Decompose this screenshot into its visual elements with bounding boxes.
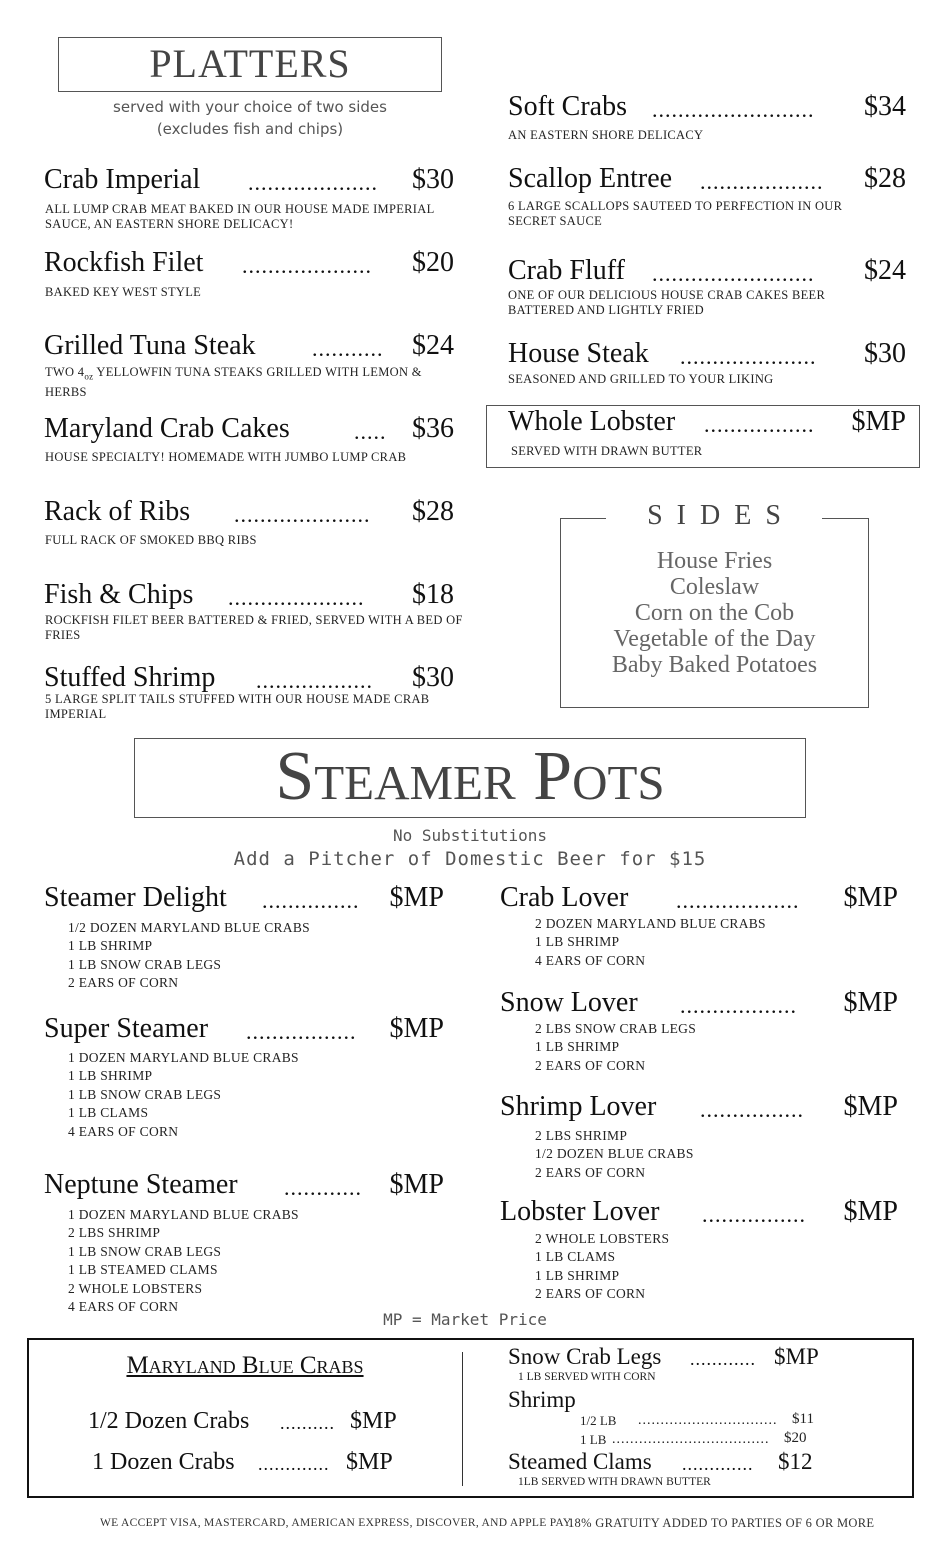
- pot-name-snow-lover: Snow Lover: [500, 987, 638, 1018]
- sides-list: [560, 548, 869, 678]
- pot-line: 2 WHOLE LOBSTERS: [535, 1231, 670, 1246]
- pot-line: 2 LBS SNOW CRAB LEGS: [535, 1021, 697, 1036]
- item-name-crab-fluff: Crab Fluff: [508, 255, 625, 286]
- dot-leader: ..........: [280, 1413, 335, 1433]
- dot-leader: ...................: [676, 888, 800, 913]
- pot-line: 2 EARS OF CORN: [535, 1058, 646, 1073]
- dot-leader: .....................: [234, 502, 371, 527]
- item-name-maryland-crab-cakes: Maryland Crab Cakes: [44, 413, 290, 444]
- pot-line: 1 LB SHRIMP: [535, 1039, 620, 1054]
- blue-crabs-dozen-price: $MP: [346, 1449, 393, 1475]
- pot-line: 2 LBS SHRIMP: [68, 1225, 161, 1240]
- snow-crab-legs-desc: 1 LB SERVED WITH CORN: [518, 1371, 656, 1383]
- pot-price-steamer-delight: $MP: [389, 882, 444, 913]
- item-desc-soft-crabs: AN EASTERN SHORE DELICACY: [508, 128, 704, 142]
- dot-leader: ............: [284, 1175, 362, 1200]
- bottom-box-divider: [462, 1352, 463, 1486]
- item-desc-scallop-entree: 6 LARGE SCALLOPS SAUTEED TO PERFECTION IN OUR SECRET SAUCE: [508, 199, 843, 228]
- blue-crabs-half-dozen-price: $MP: [350, 1408, 397, 1434]
- side-item-house-fries: House Fries: [656, 548, 773, 574]
- pot-price-super-steamer: $MP: [389, 1013, 444, 1044]
- item-name-grilled-tuna-steak: Grilled Tuna Steak: [44, 330, 256, 361]
- pot-line: 1 LB SHRIMP: [535, 1268, 620, 1283]
- item-price-whole-lobster: $MP: [851, 406, 906, 437]
- item-price-fish-chips: $18: [412, 579, 454, 610]
- pot-line: 2 EARS OF CORN: [535, 1286, 646, 1301]
- pot-line: 1 LB SHRIMP: [68, 1068, 153, 1083]
- pot-name-neptune-steamer: Neptune Steamer: [44, 1169, 238, 1200]
- pot-line: 1 LB CLAMS: [535, 1249, 616, 1264]
- snow-crab-legs-price: $MP: [774, 1344, 819, 1369]
- tuna-desc-part1: TWO 4: [45, 365, 85, 379]
- item-name-rockfish-filet: Rockfish Filet: [44, 247, 204, 278]
- item-desc-whole-lobster: SERVED WITH DRAWN BUTTER: [511, 444, 703, 458]
- pot-line: 1 LB SHRIMP: [535, 934, 620, 949]
- dot-leader: ...................................: [612, 1432, 770, 1447]
- dot-leader: ............: [690, 1349, 756, 1369]
- item-desc-grilled-tuna-steak: [45, 365, 465, 400]
- steamer-title: Steamer Pots: [275, 738, 665, 815]
- sides-top-rule-left: [560, 518, 606, 519]
- dot-leader: .........................: [652, 97, 815, 122]
- pot-line: 4 EARS OF CORN: [535, 953, 646, 968]
- dot-leader: .........................: [652, 261, 815, 286]
- item-name-house-steak: House Steak: [508, 338, 649, 369]
- item-price-maryland-crab-cakes: $36: [412, 413, 454, 444]
- item-desc-rack-of-ribs: FULL RACK OF SMOKED BBQ RIBS: [45, 533, 257, 547]
- pot-line: 2 DOZEN MARYLAND BLUE CRABS: [535, 916, 766, 931]
- item-price-crab-fluff: $24: [864, 255, 906, 286]
- item-name-stuffed-shrimp: Stuffed Shrimp: [44, 662, 216, 693]
- item-desc-rockfish-filet: BAKED KEY WEST STYLE: [45, 285, 202, 299]
- blue-crabs-half-dozen: 1/2 Dozen Crabs: [88, 1408, 250, 1434]
- item-desc-house-steak: SEASONED AND GRILLED TO YOUR LIKING: [508, 372, 774, 386]
- steamed-clams-price: $12: [778, 1449, 813, 1474]
- footer-gratuity: 18% GRATUITY ADDED TO PARTIES OF 6 OR MORE: [568, 1516, 875, 1530]
- pot-line: 1/2 DOZEN MARYLAND BLUE CRABS: [68, 920, 310, 935]
- blue-crabs-title: Maryland Blue Crabs: [126, 1352, 364, 1379]
- pot-line: 1 LB SHRIMP: [68, 938, 153, 953]
- pot-line: 2 WHOLE LOBSTERS: [68, 1281, 203, 1296]
- item-desc-maryland-crab-cakes: HOUSE SPECIALTY! HOMEMADE WITH JUMBO LUMP CRAB: [45, 450, 407, 464]
- side-item-baby-baked-potatoes: Baby Baked Potatoes: [611, 652, 818, 678]
- pot-line: 1/2 DOZEN BLUE CRABS: [535, 1146, 694, 1161]
- item-desc-fish-chips: ROCKFISH FILET BEER BATTERED & FRIED, SERVED WITH A BED OF FRIES: [45, 613, 463, 642]
- dot-leader: .............: [258, 1454, 330, 1474]
- pot-name-steamer-delight: Steamer Delight: [44, 882, 227, 913]
- item-desc-stuffed-shrimp: 5 LARGE SPLIT TAILS STUFFED WITH OUR HOUSE MADE CRAB IMPERIAL: [45, 692, 430, 721]
- pot-line: 1 DOZEN MARYLAND BLUE CRABS: [68, 1050, 299, 1065]
- tuna-desc-part2: YELLOWFIN TUNA STEAKS GRILLED WITH LEMON & HERBS: [45, 365, 422, 399]
- dot-leader: .............: [682, 1454, 754, 1474]
- item-name-scallop-entree: Scallop Entree: [508, 163, 673, 194]
- shrimp-half-lb-price: $11: [792, 1411, 814, 1427]
- pot-price-crab-lover: $MP: [843, 882, 898, 913]
- pot-line: 1 LB CLAMS: [68, 1105, 149, 1120]
- pot-line: 1 LB SNOW CRAB LEGS: [68, 957, 222, 972]
- item-price-house-steak: $30: [864, 338, 906, 369]
- footer-payments: WE ACCEPT VISA, MASTERCARD, AMERICAN EXPRESS, DISCOVER, AND APPLE PAY.: [100, 1517, 574, 1529]
- blue-crabs-dozen: 1 Dozen Crabs: [92, 1449, 235, 1475]
- item-name-crab-imperial: Crab Imperial: [44, 164, 201, 195]
- shrimp-one-lb: 1 LB: [580, 1432, 607, 1447]
- platters-title-box: [58, 37, 442, 92]
- pot-line: 1 DOZEN MARYLAND BLUE CRABS: [68, 1207, 299, 1222]
- side-item-corn-on-the-cob: Corn on the Cob: [634, 600, 795, 626]
- market-price-note: MP = Market Price: [383, 1310, 547, 1329]
- item-name-fish-chips: Fish & Chips: [44, 579, 194, 610]
- item-price-rack-of-ribs: $28: [412, 496, 454, 527]
- dot-leader: ...................: [700, 169, 824, 194]
- steamed-clams-name: Steamed Clams: [508, 1449, 652, 1474]
- item-name-whole-lobster: Whole Lobster: [508, 406, 676, 437]
- pot-name-shrimp-lover: Shrimp Lover: [500, 1091, 657, 1122]
- snow-crab-legs-name: Snow Crab Legs: [508, 1344, 662, 1369]
- dot-leader: .................: [704, 412, 815, 437]
- platters-subtitle-line1: served with your choice of two sides: [113, 98, 387, 116]
- dot-leader: ................: [702, 1202, 806, 1227]
- side-item-coleslaw: Coleslaw: [669, 574, 760, 600]
- shrimp-half-lb: 1/2 LB: [580, 1413, 617, 1428]
- item-desc-crab-imperial: ALL LUMP CRAB MEAT BAKED IN OUR HOUSE MADE IMPERIAL SAUCE, AN EASTERN SHORE DELICACY!: [45, 202, 435, 231]
- platters-title: PLATTERS: [149, 41, 351, 86]
- dot-leader: ...............: [262, 888, 360, 913]
- pot-price-shrimp-lover: $MP: [843, 1091, 898, 1122]
- shrimp-name: Shrimp: [508, 1387, 576, 1412]
- platters-subtitle-line2: (excludes fish and chips): [156, 120, 344, 138]
- item-price-rockfish-filet: $20: [412, 247, 454, 278]
- item-name-soft-crabs: Soft Crabs: [508, 91, 627, 122]
- pot-name-super-steamer: Super Steamer: [44, 1013, 209, 1044]
- pot-line: 4 EARS OF CORN: [68, 1124, 179, 1139]
- dot-leader: .....: [354, 419, 387, 444]
- steamer-note-beer: Add a Pitcher of Domestic Beer for $15: [233, 848, 707, 870]
- dot-leader: .....................: [680, 344, 817, 369]
- dot-leader: .....................: [228, 585, 365, 610]
- item-name-rack-of-ribs: Rack of Ribs: [44, 496, 191, 527]
- sides-title: SIDES: [647, 500, 795, 531]
- pot-name-crab-lover: Crab Lover: [500, 882, 629, 913]
- dot-leader: ...........: [312, 336, 384, 361]
- item-price-scallop-entree: $28: [864, 163, 906, 194]
- pot-line: 2 EARS OF CORN: [535, 1165, 646, 1180]
- steamed-clams-desc: 1LB SERVED WITH DRAWN BUTTER: [518, 1476, 711, 1488]
- pot-line: 2 LBS SHRIMP: [535, 1128, 628, 1143]
- pot-line: 1 LB STEAMED CLAMS: [68, 1262, 218, 1277]
- item-price-soft-crabs: $34: [864, 91, 906, 122]
- item-desc-crab-fluff: ONE OF OUR DELICIOUS HOUSE CRAB CAKES BEER BATTERED AND LIGHTLY FRIED: [508, 288, 826, 317]
- side-item-vegetable-of-the-day: Vegetable of the Day: [613, 626, 816, 652]
- item-price-grilled-tuna-steak: $24: [412, 330, 454, 361]
- dot-leader: ....................: [248, 170, 378, 195]
- pot-line: 1 LB SNOW CRAB LEGS: [68, 1244, 222, 1259]
- pot-name-lobster-lover: Lobster Lover: [500, 1196, 660, 1227]
- pot-price-lobster-lover: $MP: [843, 1196, 898, 1227]
- pot-line: 2 EARS OF CORN: [68, 975, 179, 990]
- dot-leader: ..................: [680, 993, 797, 1018]
- pot-price-neptune-steamer: $MP: [389, 1169, 444, 1200]
- dot-leader: ....................: [242, 253, 372, 278]
- platters-subtitle: [58, 96, 442, 140]
- dot-leader: ................: [700, 1097, 804, 1122]
- pot-line: 4 EARS OF CORN: [68, 1299, 179, 1314]
- dot-leader: .................: [246, 1019, 357, 1044]
- shrimp-one-lb-price: $20: [784, 1430, 807, 1446]
- item-price-stuffed-shrimp: $30: [412, 662, 454, 693]
- dot-leader: ..................: [256, 668, 373, 693]
- pot-price-snow-lover: $MP: [843, 987, 898, 1018]
- item-price-crab-imperial: $30: [412, 164, 454, 195]
- steamer-title-box: [134, 738, 806, 818]
- tuna-desc-oz: oz: [84, 371, 94, 382]
- dot-leader: ...............................: [638, 1413, 778, 1428]
- steamer-note-no-substitutions: No Substitutions: [392, 826, 548, 845]
- pot-line: 1 LB SNOW CRAB LEGS: [68, 1087, 222, 1102]
